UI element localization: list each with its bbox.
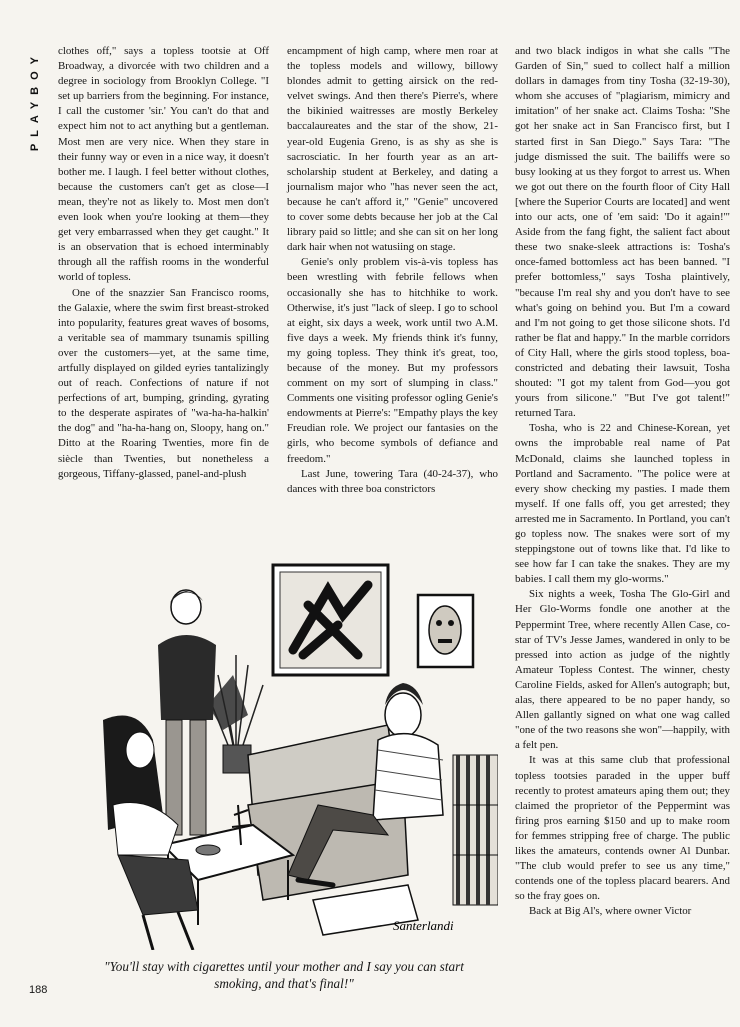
cartoon-illustration <box>58 555 498 950</box>
artist-signature: Santerlandi <box>393 918 454 933</box>
paragraph: Back at Big Al's, where owner Victor <box>529 905 692 918</box>
text-column-3 <box>515 44 730 919</box>
paragraph: and two black indigos in what she calls "The Garden of Sin," sued to collect half a million dollars in damages from tiny Tosha (32-19-30), whom she accuses of "plagiarism, mimicry and imitation" of her snake act. Claims Tosha: "She got her snake act in San Francisco first, but I started first in San Diego." Says Tara: "The judge dismissed the suit. The bailiffs were so busy looking at us they forgot to arrest us. When we got out there on the fourth floor of City Hall [where the Superior Courts are located] and went into our acts, one of 'em said: 'Do it again!'" Aside from the fang fight, the salient fact about these two snake-sleek attractions is: Tosha's once-famed bottomless act has been banned. "I prefer bottomless," says Tosha plaintively, "because I'm real shy and you don't have to see what's going on behind you. But I'm a coward and I'm not going to get those silicone shots. I'd rather be flat and happy." In the marble corridors of City Hall, where the girls stood topless, boa-constricted and debating their lawsuit, Tosha shouted: "I got my talent from God—you got yours from silicone." "But I've got talent!" returned Tara. <box>515 45 730 420</box>
cartoon-caption: "You'll stay with cigarettes until your mother and I say you can start smoking, and that's final!" <box>104 959 464 991</box>
paragraph: Tosha, who is 22 and Chinese-Korean, yet owns the improbable real name of Pat McDonald, claims she launched topless in Portland and Sacramento. "The police were at every show checking my pasties. I made them myself. If one falls off, you get arrested; they arrested me in Sacramento. In Portland, you can't go topless now. The snakes were sort of my steppingstone out of towns like that. I'd like to see how far I can take the snakes. They are my babies. I call them my glo-worms." <box>515 422 730 586</box>
paragraph: Genie's only problem vis-à-vis topless has been wrestling with febrile fellows when occasionally she has to hitchhike to work. Otherwise, it's just "lack of sleep. I go to school at eight, six days a week, work until two A.M. five days a week. My friends think it's funny, my going topless. They think it's great, too, because of the money. But my professors comment on my sort of slumping in class." Comments one visiting professor ogling Genie's endowments at Pierre's: "Empathy plays the key Freudian role. We project our fantasies on the girls, who become symbols of defiance and freedom." <box>287 256 498 465</box>
masthead: PLAYBOY <box>29 50 41 152</box>
paragraph: Six nights a week, Tosha The Glo-Girl and Her Glo-Worms fondle one another at the Peppermint Tree, where recently Allen Case, co-star of TV's Jesse James, wandered in only to be pressed into action as judge of the nightly Amateur Topless Contest. The winner, chesty Caroline Fields, asked for Allen's autograph; but, alas, there appeared to be no paper handy, so Allen gallantly signed on what one wag called "one of the two reasons she won"—happily, with a felt pen. <box>515 588 730 752</box>
seated-girl <box>103 716 198 951</box>
mask-picture <box>418 595 473 667</box>
bookshelf <box>453 755 498 905</box>
paragraph: encampment of high camp, where men roar at the topless models and willowy, billowy blondes admit to getting airsick on the red-velvet swings. And then there's Pierre's, where the bikinied waitresses are mostly Berkeley baccalaureates and the star of the show, 21-year-old Eugenia Greno, is as shy as she is sacrosciatic. In her fourth year as an art-scholarship student at Berkeley, and dating a journalism major who "has never seen the act, because he can't afford it," "Genie" uncovered to cover some debts because her job at the Cal library paid so little; and she can sit on her long dark hair when not watusiing on stage. <box>287 45 498 254</box>
text-column-1 <box>58 44 269 482</box>
abstract-painting <box>273 565 388 675</box>
page-number: 188 <box>29 984 48 996</box>
text-column-2 <box>287 44 498 497</box>
paragraph: clothes off," says a topless tootsie at Off Broadway, a divorcée with two children and a degree in sociology from Brooklyn College. "I set up barriers from the beginning. For instance, I call the customer 'sir.' You can't do that and expect him not to act anything but a gentleman. Most men are very nice. When they stare in their funny way or even in a nice way, it doesn't bother me. I laugh. I feel better without clothes, because the customers can't get as close—I mean, they're not as likely to. Most men don't even look when you're looking at them—they get very embarrassed when they get caught." It is an observation that is echoed interminably through all the raffish rooms in the wonderful world of topless. <box>58 45 269 284</box>
standing-boy <box>158 590 216 835</box>
paragraph: One of the snazzier San Francisco rooms, the Galaxie, where the swim first breast-stroked into popularity, features great waves of bosoms, a veritable sea of mammary tsunamis spilling over the customers—yet, at the same time, artfully displayed on gilded eyries tantalizingly out of reach. Confections of nature if not perfections of art, bumping, grinding, gyrating to the desperate aspirates of "wa-ha-ha-halkin' the dog" and "ha-ha-hang on, Sloopy, hang on." Ditto at the Roaring Twenties, more fin de siècle than Twenties, but nonetheless a gorgeous, Tiffany-glassed, panel-and-plush <box>58 286 269 480</box>
paragraph: It was at this same club that professional topless tootsies paraded in the upper buff recently to protest amateurs aping them out; they claimed the proprietor of the Peppermint was firing pros earning $150 and up to make room for femmes stripping free of charge. The public likes the amateurs, contends owner Al Dunbar. "The club would prefer to see us any time," contends one of the topless placard bearers. And so the fray goes on. <box>515 754 730 903</box>
paragraph: Last June, towering Tara (40-24-37), who dances with three boa constrictors <box>287 467 498 495</box>
